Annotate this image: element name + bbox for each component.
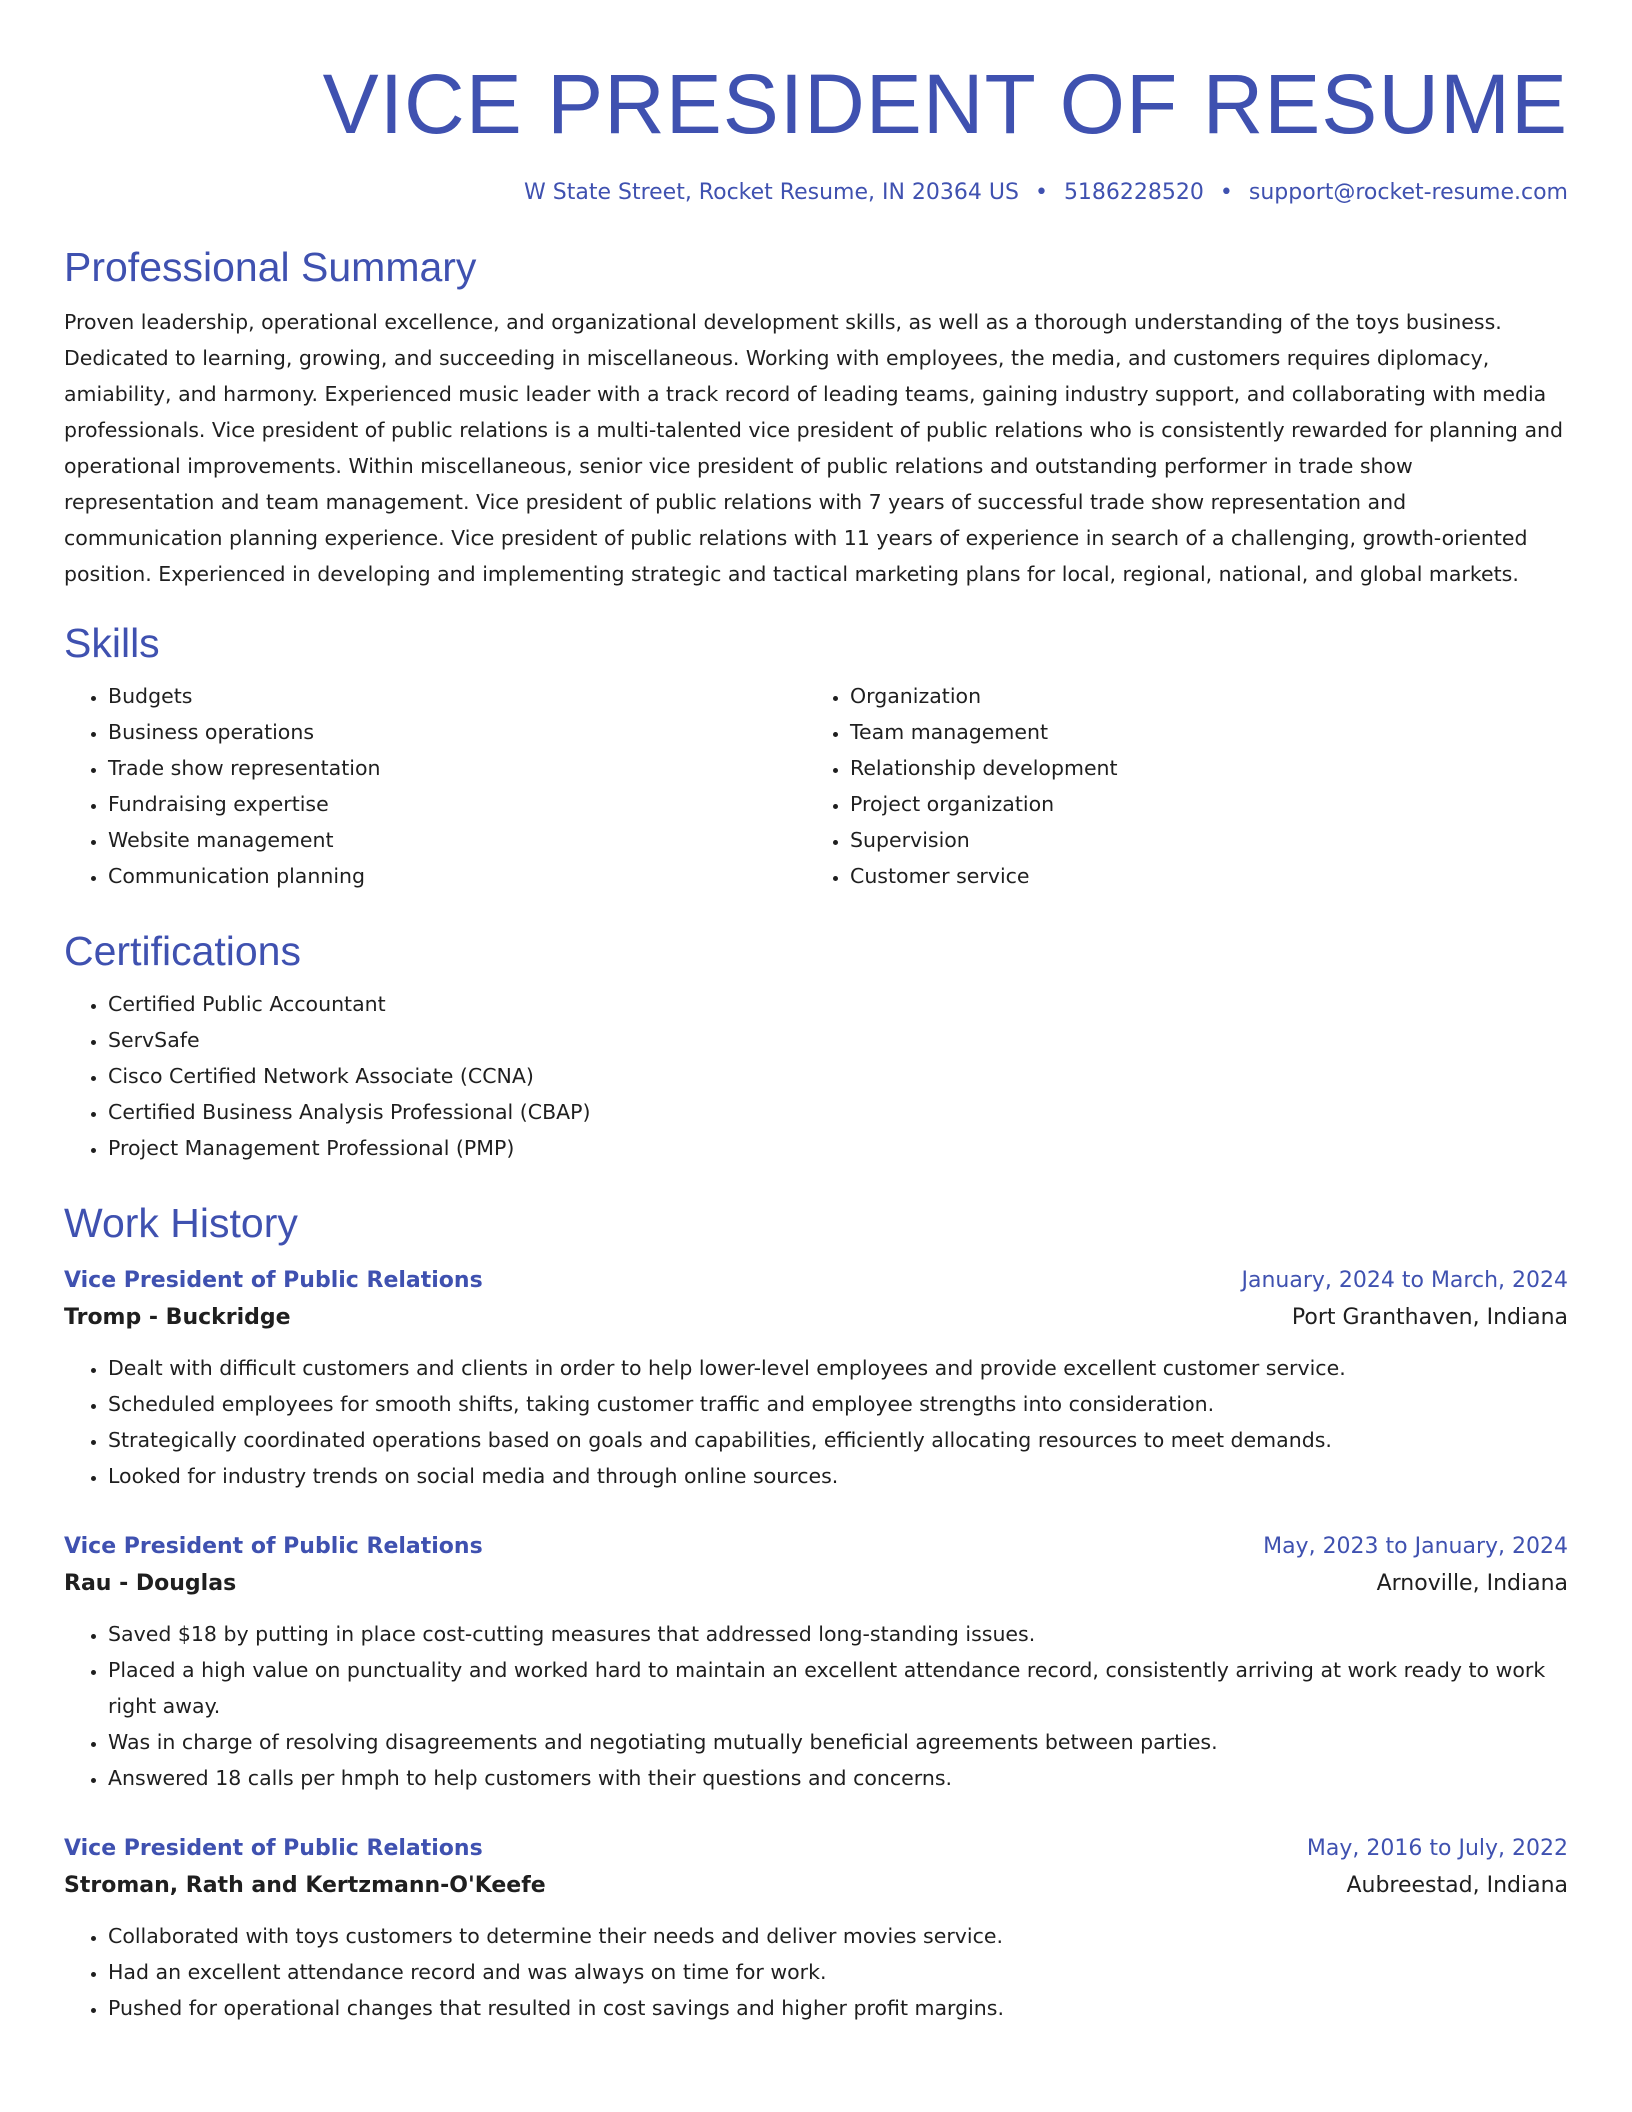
skills-column-left	[64, 678, 806, 894]
skill-item: • Fundraising expertise	[108, 786, 806, 822]
job-bullets	[64, 1616, 1568, 1796]
skill-item: • Communication planning	[108, 858, 806, 894]
job-location: Aubreestad, Indiana	[1346, 1873, 1568, 1898]
contact-phone: 5186228520	[1063, 180, 1204, 205]
job-company: Rau - Douglas	[64, 1571, 237, 1596]
job-title: Vice President of Public Relations	[64, 1836, 483, 1861]
resume-page	[64, 0, 1568, 2026]
section-title-skills: Skills	[64, 620, 160, 666]
certification-item: • ServSafe	[108, 1022, 1568, 1058]
job-bullets	[64, 1350, 1568, 1494]
job-title: Vice President of Public Relations	[64, 1534, 483, 1559]
job-company-row	[64, 1298, 1568, 1338]
skills-grid	[64, 678, 1568, 894]
job-header-row	[64, 1832, 1568, 1866]
job-bullet: • Placed a high value on punctuality and worked hard to maintain an excellent attendance record, consistently arriving at work ready to work right away.	[108, 1652, 1568, 1724]
section-title-summary: Professional Summary	[64, 244, 477, 290]
job-dates: May, 2023 to January, 2024	[1263, 1534, 1568, 1559]
certification-item: • Cisco Certified Network Associate (CCNA)	[108, 1058, 1568, 1094]
contact-separator: •	[1034, 180, 1048, 205]
job-entry	[64, 1264, 1568, 1494]
skill-item: • Business operations	[108, 714, 806, 750]
job-dates: May, 2016 to July, 2022	[1306, 1836, 1568, 1861]
job-entry	[64, 1832, 1568, 2026]
job-bullet: • Had an excellent attendance record and was always on time for work.	[108, 1954, 1568, 1990]
skill-item: • Trade show representation	[108, 750, 806, 786]
job-location: Port Granthaven, Indiana	[1291, 1305, 1568, 1330]
job-bullet: • Scheduled employees for smooth shifts, taking customer traffic and employee strengths into consideration.	[108, 1386, 1568, 1422]
job-entry	[64, 1530, 1568, 1796]
certification-item: • Certified Public Accountant	[108, 986, 1568, 1022]
certification-item: • Project Management Professional (PMP)	[108, 1130, 1568, 1166]
job-bullet: • Was in charge of resolving disagreements and negotiating mutually beneficial agreements between parties.	[108, 1724, 1568, 1760]
job-title: Vice President of Public Relations	[64, 1268, 483, 1293]
certifications-list	[64, 986, 1568, 1166]
job-bullets	[64, 1918, 1568, 2026]
section-title-certifications: Certifications	[64, 928, 301, 974]
summary-text: Proven leadership, operational excellence, and organizational development skills, as well as a thorough understanding of the toys business. Dedicated to learning, growing, and succeeding in miscellaneous. Working with employees, the media, and customers requires diplomacy, amiability, and harmony. Experienced music leader with a track record of leading teams, gaining industry support, and collaborating with media professionals. Vice president of public relations is a multi-talented vice president of public relations who is consistently rewarded for planning and operational improvements. Within miscellaneous, senior vice president of public relations and outstanding performer in trade show representation and team management. Vice president of public relations with 7 years of successful trade show representation and communication planning experience. Vice president of public relations with 11 years of experience in search of a challenging, growth-oriented position. Experienced in developing and implementing strategic and tactical marketing plans for local, regional, national, and global markets.	[64, 310, 1564, 586]
skill-item: • Website management	[108, 822, 806, 858]
job-header-row	[64, 1530, 1568, 1564]
contact-email: support@rocket-resume.com	[1248, 180, 1568, 205]
job-location: Arnoville, Indiana	[1376, 1571, 1568, 1596]
skill-item: • Organization	[850, 678, 1548, 714]
skill-item: • Project organization	[850, 786, 1548, 822]
skill-item: • Team management	[850, 714, 1548, 750]
skill-item: • Budgets	[108, 678, 806, 714]
job-bullet: • Collaborated with toys customers to determine their needs and deliver movies service.	[108, 1918, 1568, 1954]
job-company-row	[64, 1564, 1568, 1604]
certification-item: • Certified Business Analysis Professional (CBAP)	[108, 1094, 1568, 1130]
contact-address: W State Street, Rocket Resume, IN 20364 US	[524, 180, 1019, 205]
skill-item: • Customer service	[850, 858, 1548, 894]
job-bullet: • Pushed for operational changes that resulted in cost savings and higher profit margins.	[108, 1990, 1568, 2026]
skill-item: • Relationship development	[850, 750, 1548, 786]
contact-separator: •	[1219, 180, 1233, 205]
job-bullet: • Strategically coordinated operations based on goals and capabilities, efficiently allocating resources to meet demands.	[108, 1422, 1568, 1458]
skills-list-right	[806, 678, 1548, 894]
contact-line	[64, 178, 1568, 208]
job-company: Tromp - Buckridge	[64, 1305, 291, 1330]
job-dates: January, 2024 to March, 2024	[1241, 1268, 1568, 1293]
job-bullet: • Dealt with difficult customers and clients in order to help lower-level employees and provide excellent customer service.	[108, 1350, 1568, 1386]
job-header-row	[64, 1264, 1568, 1298]
skills-list-left	[64, 678, 806, 894]
job-bullet: • Looked for industry trends on social media and through online sources.	[108, 1458, 1568, 1494]
skill-item: • Supervision	[850, 822, 1548, 858]
skills-column-right	[806, 678, 1548, 894]
job-company: Stroman, Rath and Kertzmann-O'Keefe	[64, 1873, 546, 1898]
job-bullet: • Saved $18 by putting in place cost-cutting measures that addressed long-standing issues.	[108, 1616, 1568, 1652]
resume-name: VICE PRESIDENT OF RESUME	[322, 57, 1568, 151]
job-bullet: • Answered 18 calls per hmph to help customers with their questions and concerns.	[108, 1760, 1568, 1796]
section-title-work-history: Work History	[64, 1200, 298, 1246]
job-company-row	[64, 1866, 1568, 1906]
